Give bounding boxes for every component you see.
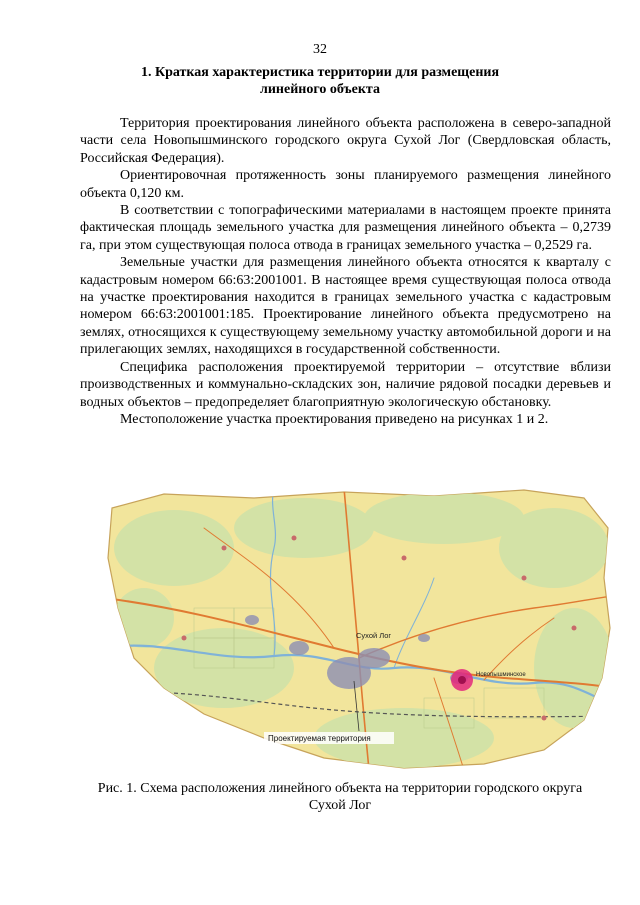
paragraph: Специфика расположения проектируемой территории – отсутствие вблизи производственных и коммунально-складских зон, наличие рядовой посадки деревьев и водных объектов – предопределяет благоприятную экологическую обстановку. bbox=[80, 359, 611, 410]
page-number: 32 bbox=[313, 42, 327, 57]
figure-caption-line-2: Сухой Лог bbox=[308, 798, 372, 813]
paragraph: В соответствии с топографическими материалами в настоящем проекте принята фактическая площадь земельного участка для размещения линейного объекта – 0,2739 га, при этом существующая полоса отвода в границах земельного участка – 0,2529 га. bbox=[80, 203, 611, 253]
paragraph: Ориентировочная протяженность зоны планируемого размещения линейного объекта 0,120 км. bbox=[80, 168, 611, 201]
paragraph: Земельные участки для размещения линейного объекта относятся к кварталу с кадастровым номером 66:63:2001001. В настоящее время существующая полоса отвода на участке проектирования находится в границах земельного участка с кадастровым номером 66:63:2001001:185. Проектирование линейного объекта предусмотрено на землях, относящихся к существующему земельному участку автомобильной дороги и на прилегающих землях, находящихся в государственной собственности. bbox=[80, 255, 611, 358]
paragraph: Территория проектирования линейного объекта расположена в северо-западной части села Новопышминского городского округа Сухой Лог (Свердловская область, Российская Федерация). bbox=[80, 116, 611, 166]
paragraph: Местоположение участка проектирования приведено на рисунках 1 и 2. bbox=[120, 411, 549, 427]
map-label-village: Новопышминское bbox=[476, 672, 526, 678]
figure-caption bbox=[70, 780, 610, 814]
map-label-city: Сухой Лог bbox=[356, 631, 392, 640]
location-map bbox=[104, 488, 614, 770]
project-area-marker bbox=[451, 669, 473, 691]
section-heading-line-2: линейного объекта bbox=[260, 82, 380, 97]
figure-caption-line-1: Рис. 1. Схема расположения линейного объекта на территории городского округа bbox=[97, 781, 583, 796]
section-heading-line-1: 1. Краткая характеристика территории для размещения bbox=[140, 65, 500, 80]
body-text bbox=[80, 115, 611, 428]
location-map-image bbox=[104, 488, 614, 770]
section-heading bbox=[100, 64, 540, 98]
map-label-project-area: Проектируемая территория bbox=[268, 734, 371, 743]
